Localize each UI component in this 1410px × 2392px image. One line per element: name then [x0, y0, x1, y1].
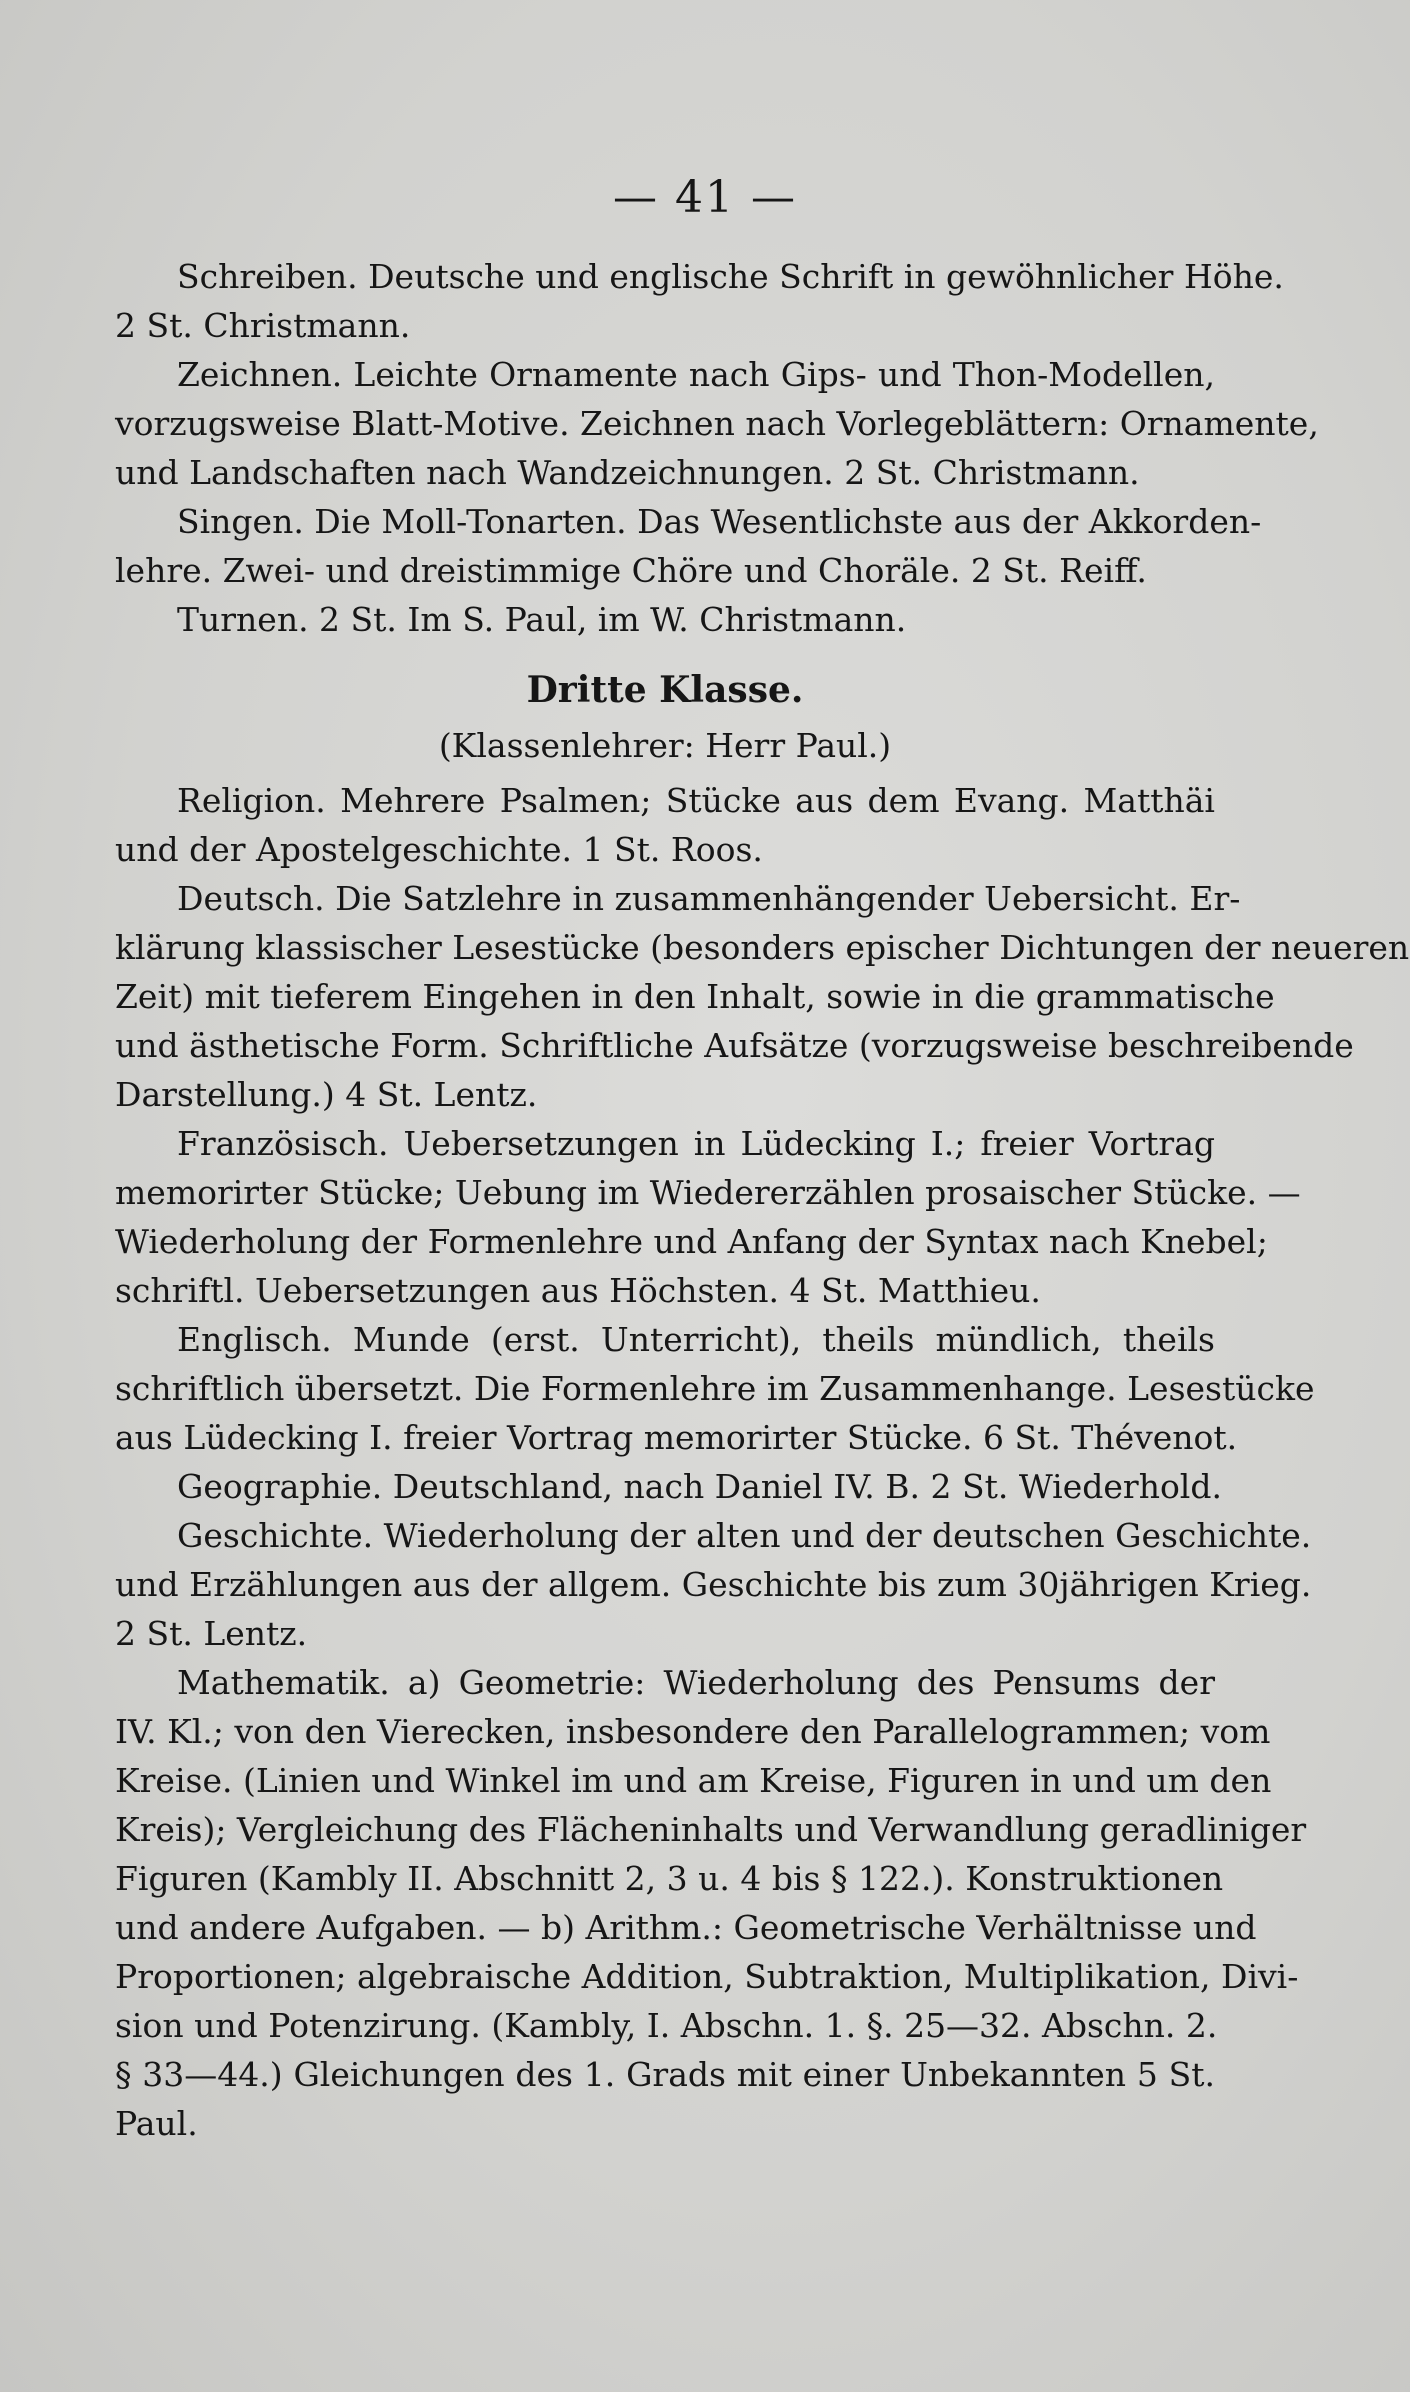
- text-line: [115, 1168, 1301, 1217]
- text-line: [115, 399, 1319, 448]
- line-text: Zeichnen. Leichte Ornamente nach Gips- und Thon-Modellen,: [177, 355, 1215, 394]
- line-text: Zeit) mit tieferem Eingehen in den Inhalt, sowie in die grammatische: [115, 977, 1275, 1016]
- line-text: und Erzählungen aus der allgem. Geschichte bis zum 30jährigen Krieg.: [115, 1565, 1312, 1604]
- line-text: schriftlich übersetzt. Die Formenlehre im Zusammenhange. Lesestücke: [115, 1369, 1315, 1408]
- class-teacher: (Klassenlehrer: Herr Paul.): [438, 726, 892, 765]
- line-text: Mathematik. a) Geometrie: Wiederholung des Pensums der: [177, 1663, 1215, 1702]
- line-text: Schreiben. Deutsche und englische Schrift in gewöhnlicher Höhe.: [177, 257, 1284, 296]
- text-line: [115, 2050, 1215, 2099]
- text-line: [115, 1315, 1215, 1364]
- text-line: [115, 1413, 1238, 1462]
- text-line: [115, 252, 1284, 301]
- text-line: [115, 825, 1215, 874]
- text-line: [115, 1364, 1315, 1413]
- text-line: [115, 1511, 1312, 1560]
- line-text: und der Apostelgeschichte. 1 St. Roos.: [115, 830, 763, 869]
- text-line: [115, 595, 1215, 644]
- line-text: Turnen. 2 St. Im S. Paul, im W. Christmann.: [177, 600, 907, 639]
- line-text: memorirter Stücke; Uebung im Wiedererzählen prosaischer Stücke. —: [115, 1173, 1301, 1212]
- line-text: § 33—44.) Gleichungen des 1. Grads mit einer Unbekannten 5 St.: [115, 2055, 1215, 2094]
- text-line: [115, 1805, 1307, 1854]
- line-text: IV. Kl.; von den Vierecken, insbesondere den Parallelogrammen; vom: [115, 1712, 1271, 1751]
- section-fourth-class-end: [115, 252, 1319, 644]
- text-line: [115, 1903, 1257, 1952]
- line-text: Figuren (Kambly II. Abschnitt 2, 3 u. 4 bis § 122.). Konstruktionen: [115, 1859, 1224, 1898]
- line-text: klärung klassischer Lesestücke (besonders epischer Dichtungen der neueren: [115, 928, 1410, 967]
- text-line: [115, 923, 1410, 972]
- text-line: [115, 1217, 1268, 1266]
- text-line: [115, 1952, 1299, 2001]
- line-text: Darstellung.) 4 St. Lentz.: [115, 1075, 538, 1114]
- text-line: [115, 1609, 1215, 1658]
- text-line: [115, 448, 1215, 497]
- line-text: und Landschaften nach Wandzeichnungen. 2 St. Christmann.: [115, 453, 1140, 492]
- text-line: [115, 1854, 1224, 1903]
- text-line: [115, 972, 1275, 1021]
- line-text: lehre. Zwei- und dreistimmige Chöre und Choräle. 2 St. Reiff.: [115, 551, 1147, 590]
- line-text: Wiederholung der Formenlehre und Anfang der Syntax nach Knebel;: [115, 1222, 1268, 1261]
- line-text: vorzugsweise Blatt-Motive. Zeichnen nach Vorlegeblättern: Ornamente,: [115, 404, 1319, 443]
- text-line: [115, 1560, 1312, 1609]
- text-block: [115, 252, 1410, 2148]
- line-text: Kreise. (Linien und Winkel im und am Kreise, Figuren in und um den: [115, 1761, 1272, 1800]
- text-line: [115, 874, 1241, 923]
- line-text: schriftl. Uebersetzungen aus Höchsten. 4 St. Matthieu.: [115, 1271, 1041, 1310]
- text-line: [115, 1707, 1271, 1756]
- text-line: [115, 301, 1215, 350]
- text-line: [115, 1266, 1215, 1315]
- text-line: [115, 350, 1215, 399]
- line-text: Englisch. Munde (erst. Unterricht), theils mündlich, theils: [177, 1320, 1215, 1359]
- line-text: Geschichte. Wiederholung der alten und der deutschen Geschichte.: [177, 1516, 1312, 1555]
- text-line: [115, 497, 1262, 546]
- line-text: Singen. Die Moll-Tonarten. Das Wesentlichste aus der Akkorden-: [177, 502, 1262, 541]
- line-text: und andere Aufgaben. — b) Arithm.: Geometrische Verhältnisse und: [115, 1908, 1257, 1947]
- line-text: Deutsch. Die Satzlehre in zusammenhängender Uebersicht. Er-: [177, 879, 1241, 918]
- text-line: [115, 1021, 1354, 1070]
- text-line: [115, 546, 1215, 595]
- section-heading: Dritte Klasse.: [526, 669, 804, 711]
- line-text: 2 St. Lentz.: [115, 1614, 308, 1653]
- text-line: [115, 2001, 1218, 2050]
- text-line: [115, 1119, 1215, 1168]
- line-text: und ästhetische Form. Schriftliche Aufsätze (vorzugsweise beschreibende: [115, 1026, 1354, 1065]
- line-text: Geographie. Deutschland, nach Daniel IV. B. 2 St. Wiederhold.: [177, 1467, 1222, 1506]
- line-text: 2 St. Christmann.: [115, 306, 411, 345]
- section-third-class: [115, 776, 1410, 2148]
- line-text: Religion. Mehrere Psalmen; Stücke aus dem Evang. Matthäi: [177, 781, 1215, 820]
- text-line: [115, 776, 1215, 825]
- line-text: Proportionen; algebraische Addition, Subtraktion, Multiplikation, Divi-: [115, 1957, 1299, 1996]
- page-number: — 41 —: [613, 172, 797, 223]
- text-line: [115, 2099, 1215, 2148]
- text-line: [115, 1070, 1215, 1119]
- line-text: Französisch. Uebersetzungen in Lüdecking I.; freier Vortrag: [177, 1124, 1215, 1163]
- text-line: [115, 1756, 1272, 1805]
- line-text: sion und Potenzirung. (Kambly, I. Abschn. 1. §. 25—32. Abschn. 2.: [115, 2006, 1218, 2045]
- line-text: Paul.: [115, 2104, 198, 2143]
- text-line: [115, 1462, 1222, 1511]
- line-text: Kreis); Vergleichung des Flächeninhalts und Verwandlung geradliniger: [115, 1810, 1307, 1849]
- text-line: [115, 1658, 1215, 1707]
- line-text: aus Lüdecking I. freier Vortrag memorirter Stücke. 6 St. Thévenot.: [115, 1418, 1238, 1457]
